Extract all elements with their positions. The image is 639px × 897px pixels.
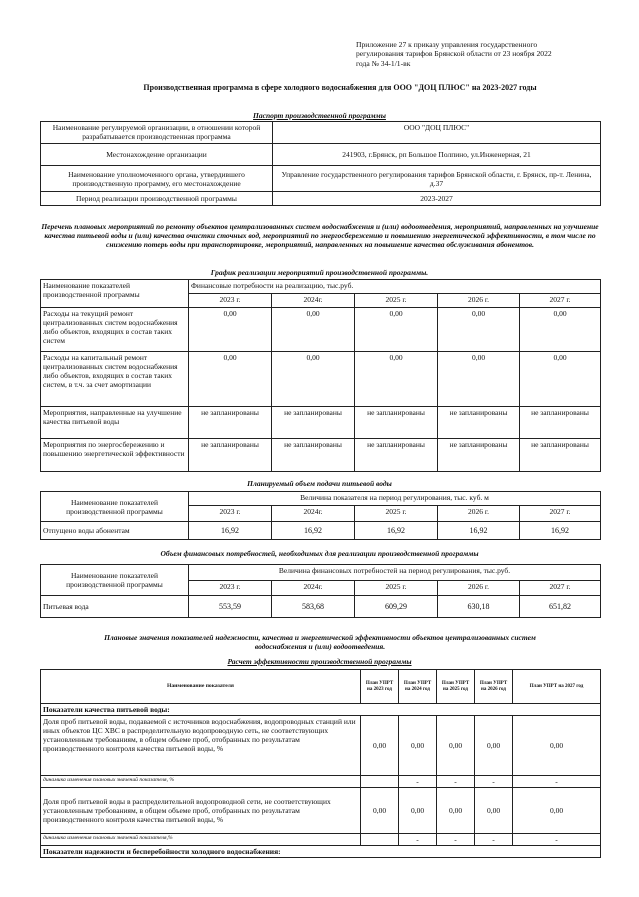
cell-value: 0,00 bbox=[520, 308, 601, 352]
year-header: 2025 г. bbox=[355, 581, 438, 596]
cell-value: 16,92 bbox=[520, 522, 601, 540]
year-header: 2026 г. bbox=[438, 581, 520, 596]
cell-value: 0,00 bbox=[189, 308, 272, 352]
appendix-line-3: года № 34-1/1-вк bbox=[356, 58, 411, 68]
row-label: Расходы на текущий ремонт централизованных систем водоснабжения либо объектов, входящих в состав таких систем bbox=[41, 308, 189, 352]
cell-value: 0,00 bbox=[475, 716, 513, 776]
finance-heading: Объем финансовых потребностей, необходимых для реализации производственной программы bbox=[160, 549, 479, 558]
table-row bbox=[41, 522, 601, 540]
cell-value: - bbox=[437, 776, 475, 788]
dynamics-label: динамика изменения плановых значений показателя, % bbox=[41, 776, 361, 788]
efficiency-heading: Расчет эффективности производственной программы bbox=[227, 657, 412, 666]
passport-label: Наименование уполномоченного органа, утвердившего производственную программу, его местонахождение bbox=[41, 166, 273, 192]
year-header: 2024г. bbox=[272, 581, 355, 596]
cell-value: 0,00 bbox=[399, 716, 437, 776]
cell-value: 0,00 bbox=[361, 716, 399, 776]
finance-col-header: Наименование показателей производственной программы bbox=[41, 565, 189, 596]
passport-value: ООО "ДОЦ ПЛЮС" bbox=[273, 122, 601, 144]
cell-value: - bbox=[475, 776, 513, 788]
cell-value: - bbox=[513, 776, 601, 788]
cell-value: не запланированы bbox=[355, 439, 438, 472]
year-header: 2025 г. bbox=[355, 294, 438, 308]
row-label: Мероприятия, направленные на улучшение качества питьевой воды bbox=[41, 407, 189, 439]
cell-value: 0,00 bbox=[399, 788, 437, 834]
passport-label: Наименование регулируемой организации, в отношении которой разрабатывается производственная программа bbox=[41, 122, 273, 144]
passport-value: 241903, г.Брянск, рп Большое Полпино, ул.Инженерная, 21 bbox=[273, 144, 601, 166]
table-row bbox=[41, 596, 601, 618]
section-title: Показатели надежности и бесперебойности холодного водоснабжения: bbox=[41, 846, 601, 858]
table-row bbox=[41, 776, 601, 788]
cell-value: 609,29 bbox=[355, 596, 438, 618]
passport-heading: Паспорт производственной программы bbox=[253, 111, 386, 120]
year-header: 2024г. bbox=[272, 506, 355, 522]
measures-paragraph: Перечень плановых мероприятий по ремонту объектов централизованных систем водоснабжения и (или) водоотведения, мероприятий, направленных на улучшение качества питьевой воды и (или) качества очистки сточных вод, мероприятий по энергосбережению и повышению энергетической эффективности, в том числе по снижению потерь воды при транспортировке, мероприятий, направленных на повышение качества обслуживания абонентов. bbox=[41, 222, 599, 250]
cell-value: 0,00 bbox=[361, 788, 399, 834]
document-title: Производственная программа в сфере холодного водоснабжения для ООО "ДОЦ ПЛЮС" на 2023-2027 годы bbox=[143, 83, 537, 92]
cell-value: не запланированы bbox=[272, 407, 355, 439]
cell-value: - bbox=[513, 834, 601, 846]
passport-value: Управление государственного регулирования тарифов Брянской области, г. Брянск, пр-т. Ленина, д.37 bbox=[273, 166, 601, 192]
measures-table bbox=[40, 279, 601, 472]
measures-col-header: Наименование показателей производственной программы bbox=[41, 280, 189, 308]
cell-value: 583,68 bbox=[272, 596, 355, 618]
row-label: Доля проб питьевой воды в распределительной водопроводной сети, не соответствующих установленным требованиям, в общем объеме проб, отобранных по результатам производственного контроля качества питьевой воды, % bbox=[41, 788, 361, 834]
table-row bbox=[41, 834, 601, 846]
cell-value: не запланированы bbox=[438, 439, 520, 472]
cell-value: не запланированы bbox=[438, 407, 520, 439]
year-header: 2026 г. bbox=[438, 294, 520, 308]
plan-year-header: План УПРТ на 2024 год bbox=[399, 670, 437, 704]
appendix-header bbox=[356, 40, 596, 68]
cell-value: 0,00 bbox=[438, 352, 520, 407]
cell-value bbox=[361, 834, 399, 846]
cell-value: 553,59 bbox=[189, 596, 272, 618]
cell-value: не запланированы bbox=[520, 439, 601, 472]
cell-value: 16,92 bbox=[189, 522, 272, 540]
cell-value: 0,00 bbox=[437, 788, 475, 834]
row-label: Питьевая вода bbox=[41, 596, 189, 618]
passport-label: Местонахождение организации bbox=[41, 144, 273, 166]
finance-table bbox=[40, 564, 601, 618]
year-header: 2024г. bbox=[272, 294, 355, 308]
table-row bbox=[41, 716, 601, 776]
year-header: 2023 г. bbox=[189, 294, 272, 308]
cell-value: - bbox=[475, 834, 513, 846]
table-row bbox=[41, 308, 601, 352]
row-label: Мероприятия по энергосбережению и повышению энергетической эффективности bbox=[41, 439, 189, 472]
plan-year-header: План УПРТ на 2025 год bbox=[437, 670, 475, 704]
row-label: Расходы на капитальный ремонт централизованных систем водоснабжения либо объектов, входящих в состав таких систем, в т.ч. за счет амортизации bbox=[41, 352, 189, 407]
cell-value: - bbox=[399, 776, 437, 788]
cell-value: 0,00 bbox=[520, 352, 601, 407]
cell-value: 0,00 bbox=[272, 308, 355, 352]
volume-table bbox=[40, 491, 601, 540]
cell-value: 0,00 bbox=[513, 788, 601, 834]
finance-group-header: Величина финансовых потребностей на период регулирования, тыс.руб. bbox=[189, 565, 601, 581]
passport-table bbox=[40, 121, 601, 206]
cell-value: не запланированы bbox=[189, 439, 272, 472]
year-header: 2027 г. bbox=[520, 506, 601, 522]
cell-value: 0,00 bbox=[189, 352, 272, 407]
cell-value: 0,00 bbox=[355, 352, 438, 407]
cell-value: 16,92 bbox=[272, 522, 355, 540]
volume-heading: Планируемый объем подачи питьевой воды bbox=[247, 479, 392, 488]
table-row bbox=[41, 788, 601, 834]
volume-group-header: Величина показателя на период регулирования, тыс. куб. м bbox=[189, 492, 601, 506]
cell-value: 651,82 bbox=[520, 596, 601, 618]
dynamics-label: динамика изменения плановых значений показателя,% bbox=[41, 834, 361, 846]
appendix-line-1: Приложение 27 к приказу управления государственного bbox=[356, 40, 538, 49]
table-row bbox=[41, 407, 601, 439]
year-header: 2026 г. bbox=[438, 506, 520, 522]
cell-value: - bbox=[399, 834, 437, 846]
passport-value: 2023-2027 bbox=[273, 192, 601, 206]
cell-value: 0,00 bbox=[355, 308, 438, 352]
cell-value: не запланированы bbox=[355, 407, 438, 439]
indicators-col-header: Наименование показателя bbox=[41, 670, 361, 704]
section-title: Показатели качества питьевой воды: bbox=[41, 704, 601, 716]
cell-value: 0,00 bbox=[438, 308, 520, 352]
table-row bbox=[41, 439, 601, 472]
cell-value bbox=[361, 776, 399, 788]
cell-value: не запланированы bbox=[189, 407, 272, 439]
cell-value: не запланированы bbox=[520, 407, 601, 439]
year-header: 2025 г. bbox=[355, 506, 438, 522]
cell-value: 0,00 bbox=[513, 716, 601, 776]
measures-needs-header: Финансовые потребности на реализацию, тыс.руб. bbox=[189, 280, 601, 294]
appendix-line-2: регулирования тарифов Брянской области от 23 ноября 2022 bbox=[356, 49, 552, 59]
plan-year-header: План УПРТ на 2026 год bbox=[475, 670, 513, 704]
cell-value: не запланированы bbox=[272, 439, 355, 472]
indicators-heading: Плановые значения показателей надежности, качества и энергетической эффективности объектов централизованных систем водоснабжения и (или) водоотведения. bbox=[104, 633, 536, 652]
cell-value: 0,00 bbox=[475, 788, 513, 834]
volume-col-header: Наименование показателей производственной программы bbox=[41, 492, 189, 522]
measures-subheading: График реализации мероприятий производственной программы. bbox=[210, 268, 429, 277]
cell-value: 16,92 bbox=[355, 522, 438, 540]
year-header: 2027 г. bbox=[520, 581, 601, 596]
year-header: 2023 г. bbox=[189, 581, 272, 596]
row-label: Отпущено воды абонентам bbox=[41, 522, 189, 540]
year-header: 2027 г. bbox=[520, 294, 601, 308]
passport-label: Период реализации производственной программы bbox=[41, 192, 273, 206]
cell-value: 0,00 bbox=[272, 352, 355, 407]
plan-year-header: План УПРТ на 2027 год bbox=[513, 670, 601, 704]
row-label: Доля проб питьевой воды, подаваемой с источников водоснабжения, водопроводных станций или иных объектов ЦС ХВС в распределительную водопроводную сеть, не соответствующих установленным требованиям, в общем объеме проб, отобранных по результатам производственного контроля качества питьевой воды, % bbox=[41, 716, 361, 776]
indicators-table bbox=[40, 669, 601, 858]
cell-value: 0,00 bbox=[437, 716, 475, 776]
cell-value: - bbox=[437, 834, 475, 846]
cell-value: 630,18 bbox=[438, 596, 520, 618]
year-header: 2023 г. bbox=[189, 506, 272, 522]
plan-year-header: План УПРТ на 2023 год bbox=[361, 670, 399, 704]
cell-value: 16,92 bbox=[438, 522, 520, 540]
table-row bbox=[41, 352, 601, 407]
